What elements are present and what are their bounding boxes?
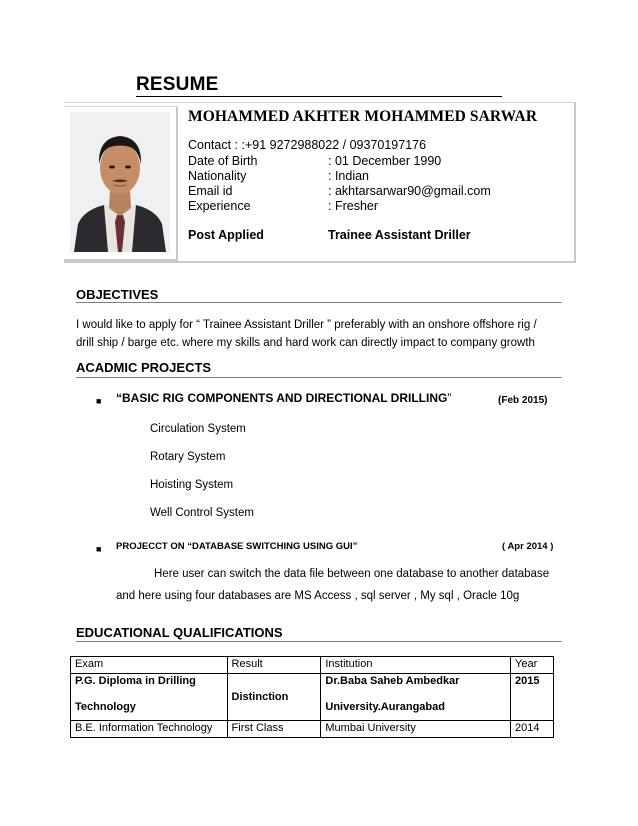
project-1-subitem: Well Control System xyxy=(150,507,254,519)
email-value: : akhtarsarwar90@gmail.com xyxy=(328,184,491,198)
nationality-label: Nationality xyxy=(188,169,247,183)
experience-value: : Fresher xyxy=(328,199,379,213)
objectives-line-1: I would like to apply for “ Trainee Assistant Driller ” preferably with an onshore offshore rig / xyxy=(76,319,537,331)
bullet-icon: ■ xyxy=(96,396,102,406)
bullet-icon: ■ xyxy=(96,544,102,554)
experience-label: Experience xyxy=(188,199,251,213)
title-underline xyxy=(136,96,502,97)
project-1-subitem: Hoisting System xyxy=(150,479,234,491)
project-2-title: PROJECCT ON “DATABASE SWITCHING USING GUI” xyxy=(116,541,358,552)
post-applied-value: Trainee Assistant Driller xyxy=(328,228,471,242)
exam-line-1: P.G. Diploma in Drilling xyxy=(75,675,196,687)
nationality-value: : Indian xyxy=(328,169,370,183)
exam-cell: B.E. Information Technology xyxy=(71,721,228,738)
candidate-name: MOHAMMED AKHTER MOHAMMED SARWAR xyxy=(188,108,538,125)
resume-title: RESUME xyxy=(136,74,219,95)
column-header: Institution xyxy=(321,657,511,674)
column-header: Exam xyxy=(71,657,228,674)
column-header: Result xyxy=(227,657,321,674)
dob-label: Date of Birth xyxy=(188,154,258,168)
column-header: Year xyxy=(511,657,554,674)
project-1-title-quote: ” xyxy=(447,391,452,405)
project-2-desc-line-2: and here using four databases are MS Access , sql server , My sql , Oracle 10g xyxy=(116,590,520,602)
objectives-rule xyxy=(76,302,562,303)
contact-line: Contact : :+91 9272988022 / 09370197176 xyxy=(188,138,427,152)
institution-line-1: Dr.Baba Saheb Ambedkar xyxy=(325,675,460,687)
education-heading: EDUCATIONAL QUALIFICATIONS xyxy=(76,625,283,640)
email-label: Email id xyxy=(188,184,233,198)
project-1-subitem: Rotary System xyxy=(150,451,226,463)
project-2-desc-line-1: Here user can switch the data file between one database to another database xyxy=(154,568,550,580)
education-table xyxy=(70,656,554,738)
table-row xyxy=(71,674,554,721)
education-rule xyxy=(76,641,562,642)
project-1-title xyxy=(116,391,451,405)
institution-cell xyxy=(321,674,511,721)
post-applied-label: Post Applied xyxy=(188,228,264,242)
table-header-row xyxy=(71,657,554,674)
result-cell: Distinction xyxy=(227,674,321,721)
table-row xyxy=(71,721,554,738)
year-cell: 2014 xyxy=(511,721,554,738)
project-1-title-text: “BASIC RIG COMPONENTS AND DIRECTIONAL DRILLING xyxy=(116,391,448,405)
institution-line-2: University.Aurangabad xyxy=(325,701,445,713)
photo-frame xyxy=(64,106,178,261)
exam-cell xyxy=(71,674,228,721)
objectives-heading: OBJECTIVES xyxy=(76,287,159,302)
institution-cell: Mumbai University xyxy=(321,721,511,738)
project-1-subitem: Circulation System xyxy=(150,423,246,435)
result-cell: First Class xyxy=(227,721,321,738)
year-cell: 2015 xyxy=(511,674,554,721)
project-1-date: (Feb 2015) xyxy=(498,395,548,406)
projects-rule xyxy=(76,377,562,378)
exam-line-2: Technology xyxy=(75,701,136,713)
profile-photo xyxy=(70,112,170,252)
projects-heading: ACADMIC PROJECTS xyxy=(76,360,212,375)
objectives-line-2: drill ship / barge etc. where my skills and hard work can directly impact to company growth xyxy=(76,337,535,349)
project-2-date: ( Apr 2014 ) xyxy=(502,541,554,552)
dob-value: : 01 December 1990 xyxy=(328,154,442,168)
